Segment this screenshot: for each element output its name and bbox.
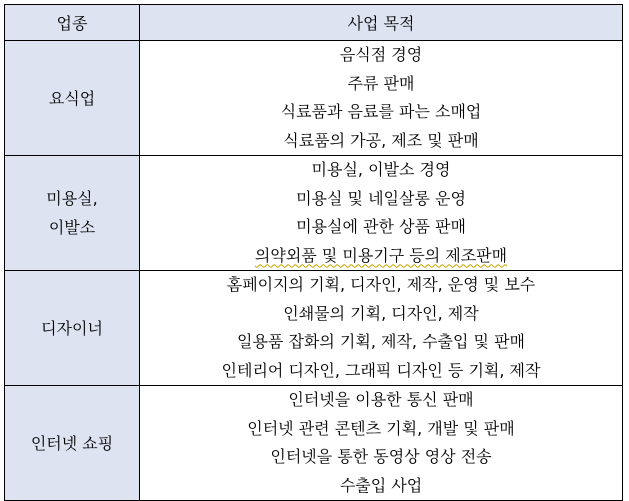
purpose-line: 의약외품 및 미용기구 등의 제조판매 [254,245,508,265]
header-row [5,5,623,41]
purpose-line: 홈페이지의 기획, 디자인, 제작, 운영 및 보수 [226,275,536,294]
table-row [5,156,623,271]
purpose-line: 미용실에 관한 상품 판매 [296,217,466,236]
purpose-line: 인터넷을 통한 동영상 영상 전송 [270,447,492,466]
category-label: 요식업 [48,88,96,108]
purpose-line: 식료품의 가공, 제조 및 판매 [283,130,479,150]
purpose-line: 인테리어 디자인, 그래픽 디자인 등 기획, 제작 [221,360,541,380]
purpose-line: 미용실 및 네일살롱 운영 [296,188,466,208]
purpose-cell [140,271,623,386]
purpose-cell [140,386,623,501]
purpose-cell [140,41,623,156]
purpose-line: 인터넷을 이용한 통신 판매 [288,390,474,409]
table-row [5,41,623,156]
category-label: 디자이너 [41,318,103,338]
category-label: 미용실, [46,189,98,208]
purpose-line: 식료품과 음료를 파는 소매업 [280,102,482,121]
purpose-line: 수출입 사업 [339,475,423,495]
business-purpose-table [4,4,623,501]
category-label: 인터넷 쇼핑 [30,433,114,453]
table-row [5,271,623,386]
purpose-line: 음식점 경영 [339,45,423,64]
purpose-line: 주류 판매 [347,73,415,93]
header-purpose: 사업 목적 [140,5,623,41]
header-category: 업종 [5,5,140,41]
category-cell [5,41,140,156]
category-cell [5,156,140,271]
category-label: 이발소 [48,218,96,237]
purpose-line: 인터넷 관련 콘텐츠 기획, 개발 및 판매 [247,418,515,438]
purpose-line: 인쇄물의 기획, 디자인, 제작 [283,303,479,323]
category-cell [5,386,140,501]
category-cell [5,271,140,386]
purpose-line: 일용품 잡화의 기획, 제작, 수출입 및 판매 [237,332,525,351]
purpose-cell [140,156,623,271]
purpose-line: 미용실, 이발소 경영 [311,160,451,179]
table-row [5,386,623,501]
